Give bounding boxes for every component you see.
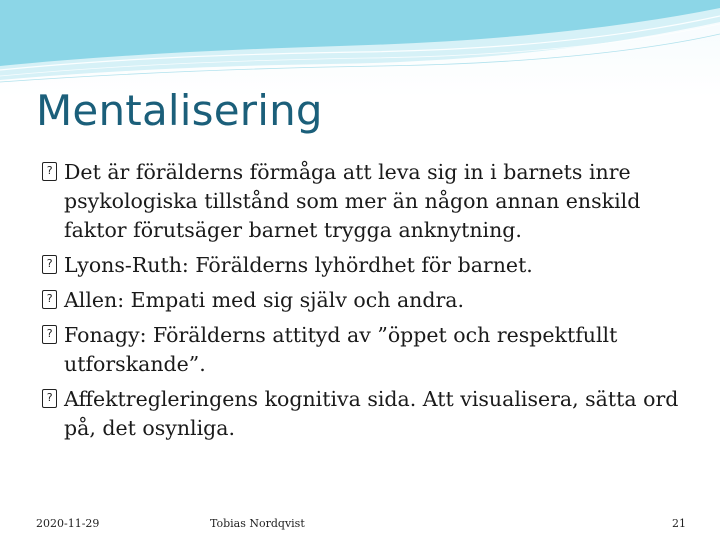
bullet-text: Lyons-Ruth: Förälderns lyhördhet för barnet. — [64, 253, 533, 277]
bullet-item — [42, 158, 692, 245]
bullet-text: Affektregleringens kognitiva sida. Att visualisera, sätta ord på, det osynliga. — [64, 387, 679, 440]
bullet-list — [42, 158, 692, 449]
footer-author: Tobias Nordqvist — [210, 517, 305, 530]
bullet-item — [42, 385, 692, 443]
page-number: 21 — [672, 517, 686, 530]
header-wave-decoration — [0, 0, 720, 90]
bullet-item — [42, 321, 692, 379]
bullet-text: Fonagy: Förälderns attityd av ”öppet och respektfullt utforskande”. — [64, 323, 618, 376]
footer-date: 2020-11-29 — [36, 517, 100, 530]
missing-glyph-icon: ? — [42, 290, 57, 309]
missing-glyph-icon: ? — [42, 325, 57, 344]
bullet-text: Det är förälderns förmåga att leva sig in i barnets inre psykologiska tillstånd som mer än någon annan enskild faktor förutsäger barnet trygga anknytning. — [64, 160, 641, 242]
missing-glyph-icon: ? — [42, 389, 57, 408]
bullet-item — [42, 251, 692, 280]
bullet-text: Allen: Empati med sig själv och andra. — [64, 288, 465, 312]
missing-glyph-icon: ? — [42, 162, 57, 181]
slide-title: Mentalisering — [36, 86, 323, 135]
missing-glyph-icon: ? — [42, 255, 57, 274]
bullet-item — [42, 286, 692, 315]
